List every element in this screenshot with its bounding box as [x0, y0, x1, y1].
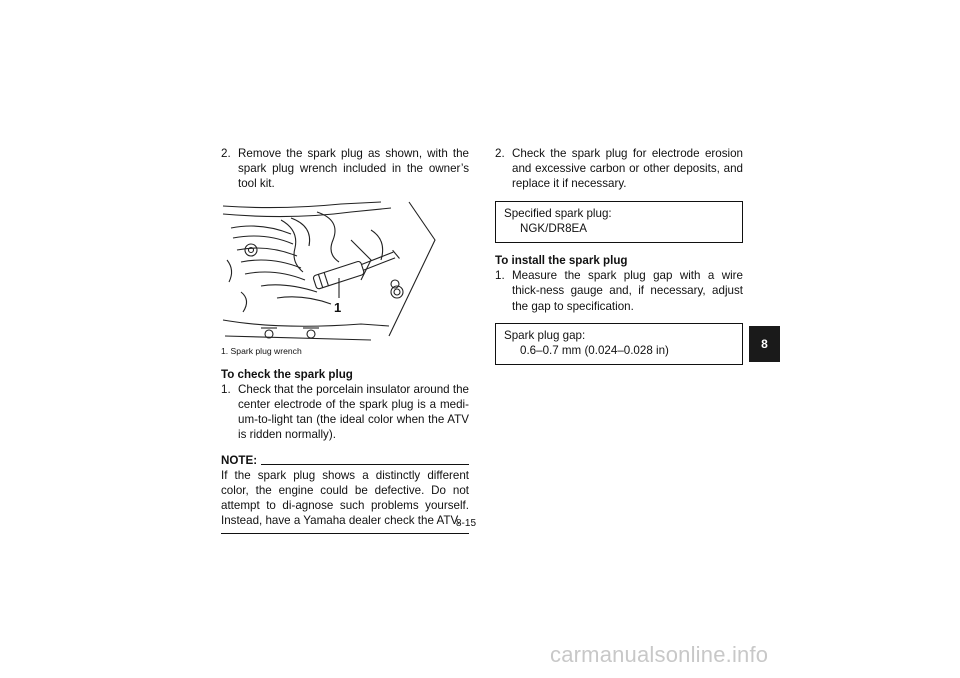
- spec-value: NGK/DR8EA: [520, 221, 588, 235]
- page-number: 8-15: [456, 518, 477, 529]
- right-column: [495, 146, 743, 365]
- install-heading: To install the spark plug: [495, 254, 628, 268]
- step-number: 1.: [495, 269, 505, 283]
- note-rule: [261, 464, 469, 465]
- check-step: [221, 382, 469, 443]
- spec-value: 0.6–0.7 mm (0.024–0.028 in): [520, 344, 669, 358]
- check-heading: To check the spark plug: [221, 367, 353, 381]
- engine-drawing: [221, 200, 469, 344]
- spec-label: Specified spark plug:: [504, 206, 612, 220]
- figure-caption: 1. Spark plug wrench: [221, 345, 302, 356]
- left-column: [221, 146, 469, 534]
- step-text: Remove the spark plug as shown, with the spark plug wrench included in the owner’s tool kit.: [238, 147, 469, 191]
- note-label: NOTE:: [221, 453, 258, 467]
- note-header: [221, 453, 469, 468]
- step-text: Check the spark plug for electrode erosion and excessive carbon or other deposits, and replace it if necessary.: [512, 147, 743, 191]
- note-end-rule: [221, 533, 469, 534]
- step-text: Measure the spark plug gap with a wire thick-ness gauge and, if necessary, adjust the gap to specification.: [512, 269, 743, 313]
- remove-step: [221, 146, 469, 192]
- note-text: If the spark plug shows a distinctly different color, the engine could be defective. Do not attempt to di-agnose such problems yourself. Instead, have a Yamaha dealer check the ATV.: [221, 468, 469, 528]
- step-number: 2.: [495, 147, 505, 160]
- gap-spec-box: [495, 323, 743, 365]
- step-text: Check that the porcelain insulator around the center electrode of the spark plug is a medi-um-to-light tan (the ideal color when the ATV is ridden normally).: [238, 382, 469, 442]
- step-number: 2.: [221, 147, 231, 160]
- spark-plug-spec-box: [495, 201, 743, 243]
- section-tab: 8: [749, 326, 780, 362]
- figure-callout: 1: [334, 299, 342, 315]
- step-number: 1.: [221, 382, 231, 396]
- inspect-step: [495, 146, 743, 192]
- watermark: carmanualsonline.info: [550, 642, 769, 667]
- spark-plug-wrench-illustration: [221, 200, 469, 344]
- spec-label: Spark plug gap:: [504, 328, 586, 342]
- measure-step: [495, 268, 743, 314]
